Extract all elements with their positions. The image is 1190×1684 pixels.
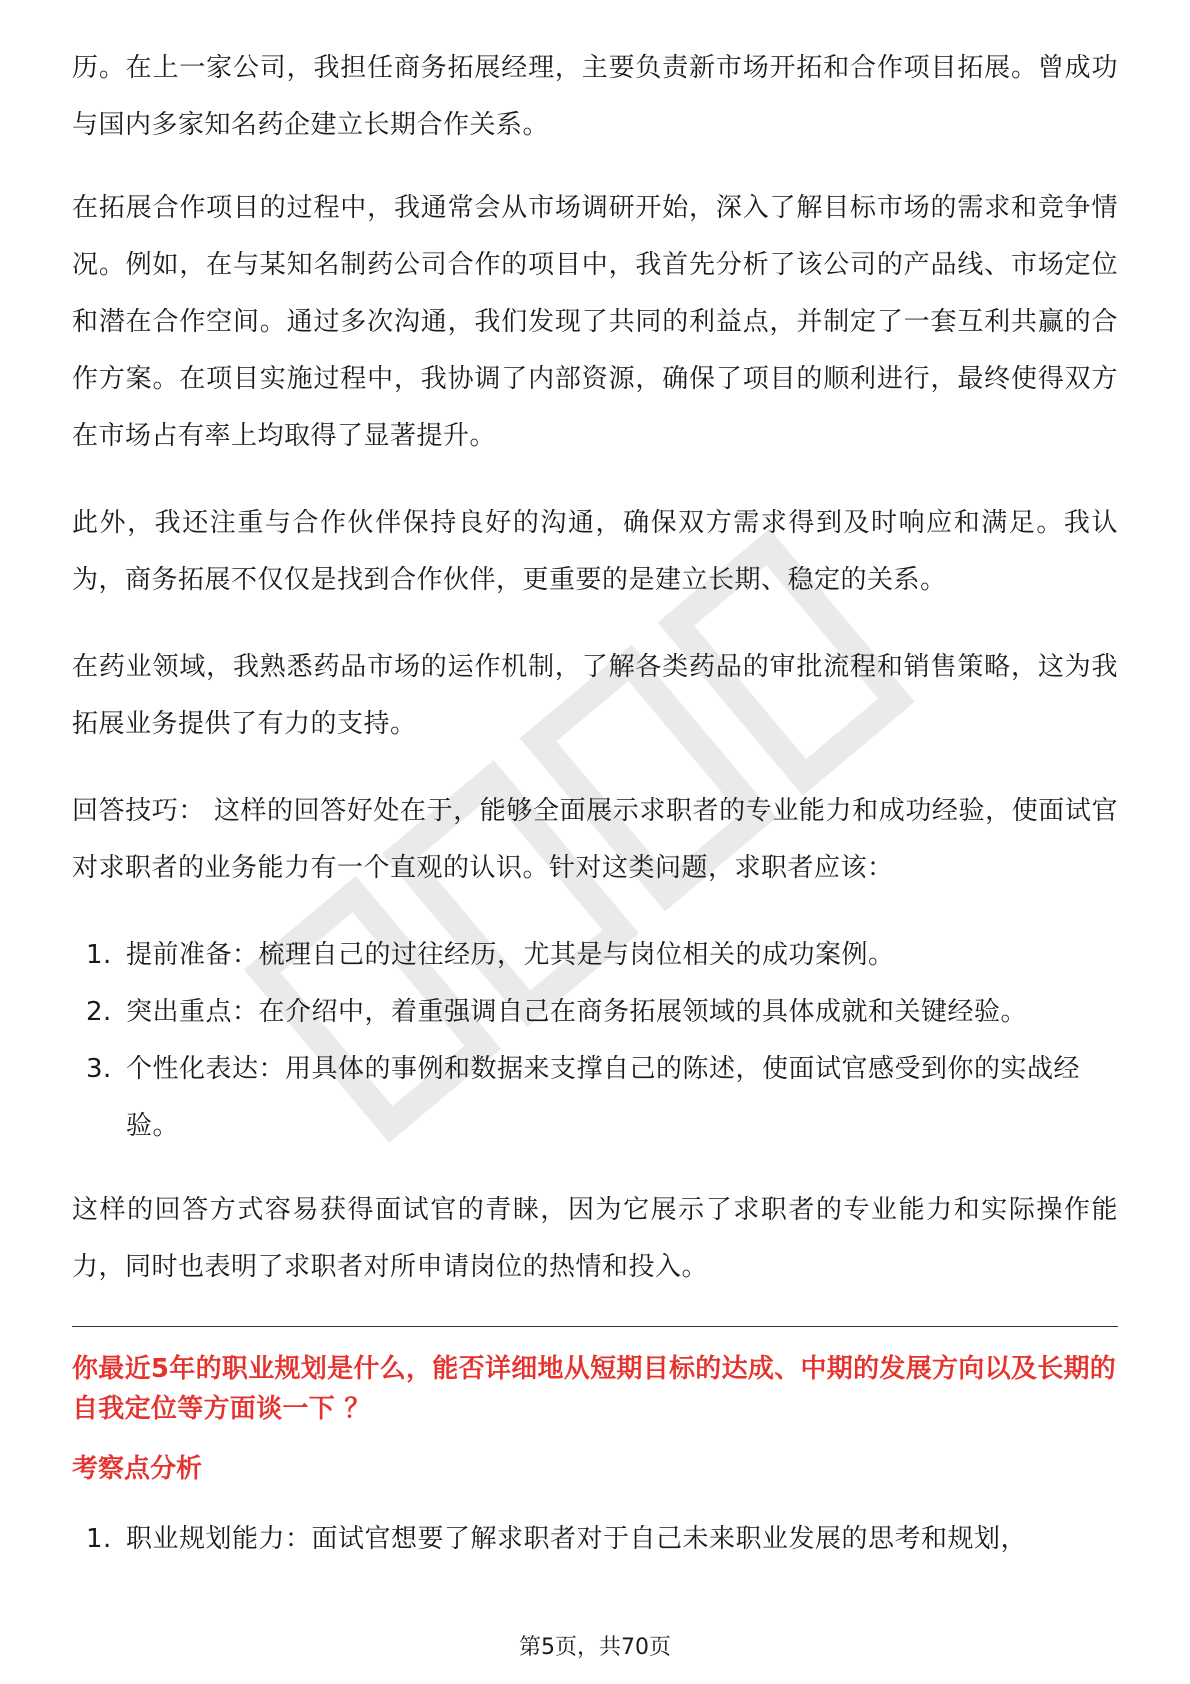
analysis-list	[72, 1511, 1118, 1568]
list-number: 2.	[86, 997, 112, 1027]
list-item	[72, 1041, 1118, 1155]
list-text: 职业规划能力：面试官想要了解求职者对于自己未来职业发展的思考和规划，	[126, 1524, 1028, 1554]
list-text: 突出重点：在介绍中，着重强调自己在商务拓展领域的具体成就和关键经验。	[126, 997, 1028, 1027]
page-footer: 第5页，共70页	[519, 1635, 671, 1660]
page-content	[72, 40, 1118, 1568]
analysis-heading: 考察点分析	[72, 1454, 203, 1484]
paragraph-answer-tips: 回答技巧： 这样的回答好处在于，能够全面展示求职者的专业能力和成功经验，使面试官对求职者的业务能力有一个直观的认识。针对这类问题，求职者应该：	[72, 796, 1118, 883]
list-item	[72, 927, 1118, 984]
list-item	[72, 984, 1118, 1041]
list-text: 个性化表达：用具体的事例和数据来支撑自己的陈述，使面试官感受到你的实战经验。	[126, 1054, 1081, 1141]
paragraph-conclusion: 这样的回答方式容易获得面试官的青睐，因为它展示了求职者的专业能力和实际操作能力，同时也表明了求职者对所申请岗位的热情和投入。	[72, 1195, 1118, 1282]
paragraph-communication: 此外，我还注重与合作伙伴保持良好的沟通，确保双方需求得到及时响应和满足。我认为，商务拓展不仅仅是找到合作伙伴，更重要的是建立长期、稳定的关系。	[72, 508, 1118, 595]
list-number: 3.	[86, 1054, 112, 1084]
list-text: 提前准备：梳理自己的过往经历，尤其是与岗位相关的成功案例。	[126, 940, 895, 970]
paragraph-project-process: 在拓展合作项目的过程中，我通常会从市场调研开始，深入了解目标市场的需求和竞争情况。例如，在与某知名制药公司合作的项目中，我首先分析了该公司的产品线、市场定位和潜在合作空间。通过多次沟通，我们发现了共同的利益点，并制定了一套互利共赢的合作方案。在项目实施过程中，我协调了内部资源，确保了项目的顺利进行，最终使得双方在市场占有率上均取得了显著提升。	[72, 193, 1118, 451]
list-number: 1.	[86, 1524, 112, 1554]
tips-list	[72, 927, 1118, 1155]
list-number: 1.	[86, 940, 112, 970]
list-item	[72, 1511, 1118, 1568]
interview-question: 你最近5年的职业规划是什么，能否详细地从短期目标的达成、中期的发展方向以及长期的自我定位等方面谈一下 ？	[72, 1354, 1117, 1424]
paragraph-experience: 历。在上一家公司，我担任商务拓展经理，主要负责新市场开拓和合作项目拓展。曾成功与国内多家知名药企建立长期合作关系。	[72, 53, 1118, 140]
section-divider	[72, 1326, 1118, 1327]
paragraph-pharma-domain: 在药业领域，我熟悉药品市场的运作机制，了解各类药品的审批流程和销售策略，这为我拓展业务提供了有力的支持。	[72, 652, 1118, 739]
